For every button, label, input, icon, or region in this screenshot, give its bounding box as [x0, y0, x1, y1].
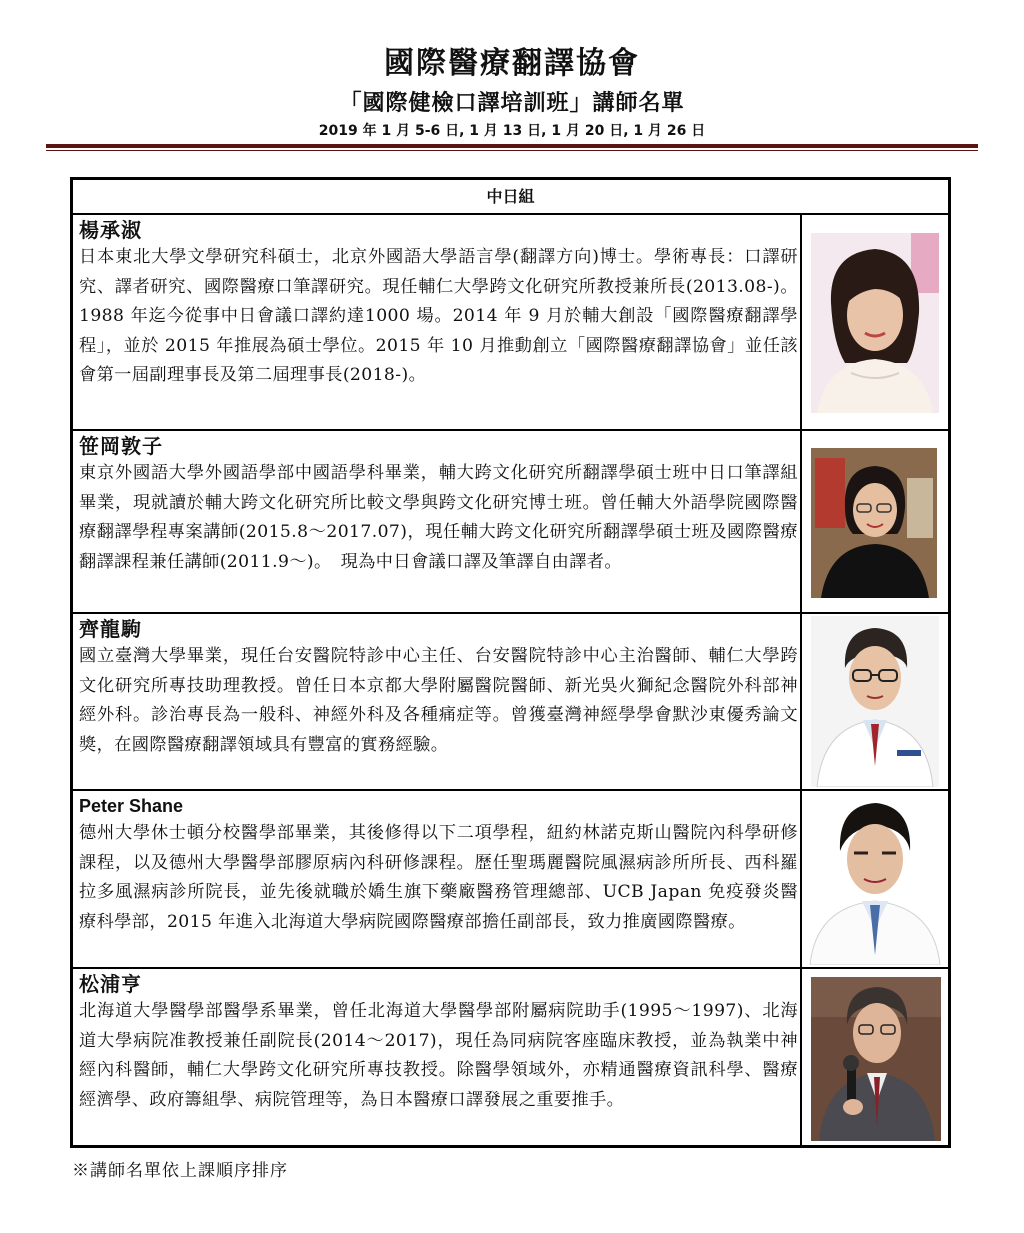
instructor-name: 松浦亨: [79, 972, 142, 996]
instructor-row: [73, 431, 948, 614]
instructor-photo-cell: [802, 969, 948, 1145]
instructor-text-cell: [73, 215, 802, 429]
instructor-bio: 國立臺灣大學畢業，現任台安醫院特診中心主任、台安醫院特診中心主治醫師、輔仁大學跨文化研究所專技助理教授。曾任日本京都大學附屬醫院醫師、新光吳火獅紀念醫院外科部神經外科。診治專長為一般科、神經外科及各種痛症等。曾獲臺灣神經學學會默沙東優秀論文獎，在國際醫療翻譯領域具有豐富的實務經驗。: [79, 646, 798, 755]
instructor-bio: 日本東北大學文學研究科碩士，北京外國語大學語言學(翻譯方向)博士。學術專長：口譯研究、譯者研究、國際醫療口筆譯研究。現任輔仁大學跨文化研究所教授兼所長(2013.08-)。1988 年迄今從事中日會議口譯約達1000 場。2014 年 9 月於輔大創設「國際醫療翻譯學程」，並於 2015 年推展為碩士學位。2015 年 10 月推動創立「國際醫療翻譯協會」並任該會第一屆副理事長及第二屆理事長(2018-)。: [79, 247, 798, 385]
header-divider-thin: [46, 150, 978, 151]
instructor-table: [70, 177, 951, 1148]
instructor-row: [73, 614, 948, 791]
instructor-row: [73, 215, 948, 431]
instructor-photo-cell: [802, 614, 948, 789]
instructor-name: 齊龍駒: [79, 617, 142, 641]
instructor-photo: [806, 795, 944, 965]
instructor-photo: [811, 977, 941, 1141]
instructor-photo-cell: [802, 215, 948, 429]
header-divider: [46, 144, 978, 148]
instructor-photo: [811, 616, 939, 787]
course-dates: 2019 年 1 月 5-6 日, 1 月 13 日, 1 月 20 日, 1 月 26 日: [318, 123, 706, 139]
instructor-name: 笹岡敦子: [79, 434, 163, 458]
instructor-photo-cell: [802, 791, 948, 967]
instructor-name: Peter Shane: [79, 796, 184, 816]
instructor-photo-cell: [802, 431, 948, 612]
instructor-row: [73, 969, 948, 1145]
instructor-bio: 德州大學休士頓分校醫學部畢業，其後修得以下二項學程，紐約林諾克斯山醫院內科學研修課程，以及德州大學醫學部膠原病內科研修課程。歷任聖瑪麗醫院風濕病診所所長、西科羅拉多風濕病診所院長，並先後就職於嬌生旗下藥廠醫務管理總部、UCB Japan 免疫發炎醫療科學部，2015 年進入北海道大學病院國際醫療部擔任副部長，致力推廣國際醫療。: [79, 823, 798, 932]
org-title: 國際醫療翻譯協會: [384, 46, 640, 81]
instructor-text-cell: [73, 969, 802, 1145]
instructor-bio: 北海道大學醫學部醫學系畢業，曾任北海道大學醫學部附屬病院助手(1995～1997)、北海道大學病院准教授兼任副院長(2014～2017)，現任為同病院客座臨床教授，並為執業中神經內科醫師，輔仁大學跨文化研究所專技教授。除醫學領域外，亦精通醫療資訊科學、醫療經濟學、政府籌組學、病院管理等，為日本醫療口譯發展之重要推手。: [79, 1001, 798, 1110]
instructor-name: 楊承淑: [79, 218, 142, 242]
instructor-text-cell: [73, 791, 802, 967]
instructor-row: [73, 791, 948, 969]
instructor-text-cell: [73, 431, 802, 612]
instructor-photo: [811, 448, 937, 598]
instructor-text-cell: [73, 614, 802, 789]
group-header: 中日組: [73, 180, 948, 215]
footnote: ※講師名單依上課順序排序: [72, 1161, 288, 1181]
instructor-photo: [811, 233, 939, 413]
subtitle: 「國際健檢口譯培訓班」講師名單: [339, 90, 685, 116]
instructor-bio: 東京外國語大學外國語學部中國語學科畢業，輔大跨文化研究所翻譯學碩士班中日口筆譯組畢業，現就讀於輔大跨文化研究所比較文學與跨文化研究博士班。曾任輔大外語學院國際醫療翻譯學程專案講師(2015.8～2017.07)，現任輔大跨文化研究所翻譯學碩士班及國際醫療翻譯課程兼任講師(2011.9～)。 現為中日會議口譯及筆譯自由譯者。: [79, 463, 798, 572]
